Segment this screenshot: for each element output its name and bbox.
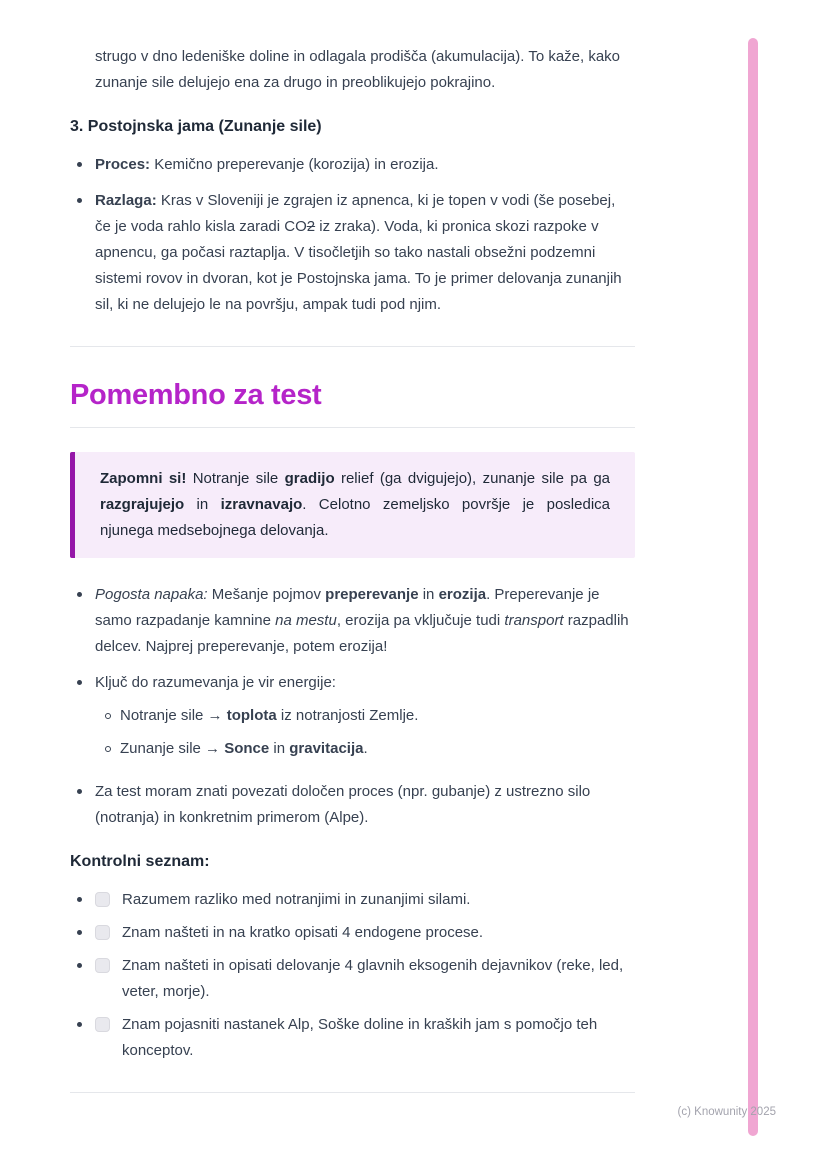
checkbox-unchecked[interactable] xyxy=(95,925,110,940)
checklist-item-text: Razumem razliko med notranjimi in zunanjimi silami. xyxy=(122,891,471,908)
checklist-item-text: Znam pojasniti nastanek Alp, Soške doline in kraških jam s pomočjo teh konceptov. xyxy=(122,1016,598,1059)
callout-zapomni-si xyxy=(70,452,635,558)
bullet-icon xyxy=(70,1012,95,1064)
checkbox-unchecked[interactable] xyxy=(95,892,110,907)
bullet-icon xyxy=(70,779,95,831)
list-item-kljuc-energije xyxy=(70,670,635,769)
section3-bullet-list xyxy=(70,152,635,318)
scrollbar[interactable] xyxy=(748,38,758,1136)
section-divider xyxy=(70,346,635,347)
bottom-divider xyxy=(70,1092,635,1093)
list-item-pogosta-napaka xyxy=(70,582,635,660)
bullet-icon xyxy=(70,152,95,178)
checklist-heading: Kontrolni seznam: xyxy=(70,853,210,870)
checklist-item-text: Znam našteti in na kratko opisati 4 endogene procese. xyxy=(122,924,484,941)
list-item-text: Razlaga: Kras v Sloveniji je zgrajen iz apnenca, ki je topen v vodi (še posebej, če je voda rahlo kisla zaradi CO2 iz zraka). Voda, ki pronica skozi razpoke v apnencu, ga počasi raztaplja. V tisočletjih so tako nastali obsežni podzemni sistemi rovov in dvoran, kot je Postojnska jama. To je primer delovanja zunanjih sil, ki ne delujejo le na površju, ampak tudi pod njim. xyxy=(95,192,622,313)
checklist xyxy=(70,887,635,1064)
list-item-text: Proces: Kemično preperevanje (korozija) in erozija. xyxy=(95,156,439,173)
sub-list-item-text: Notranje sile → toplota iz notranjosti Zemlje. xyxy=(120,707,419,724)
section-heading-postojnska-jama: 3. Postojnska jama (Zunanje sile) xyxy=(70,118,322,135)
list-item-razlaga xyxy=(70,188,635,318)
checklist-item xyxy=(70,1012,635,1064)
page-title-pomembno-za-test: Pomembno za test xyxy=(70,377,635,428)
callout-text: Zapomni si! Notranje sile gradijo relief (ga dvigujejo), zunanje sile pa ga razgrajujejo in izravnavajo. Celotno zemeljsko površje je posledica njunega medsebojnega delovanja. xyxy=(100,470,611,539)
circle-bullet-icon xyxy=(95,703,120,729)
bullet-icon xyxy=(70,582,95,660)
list-item-text: Za test moram znati povezati določen proces (npr. gubanje) z ustrezno silo (notranja) in konkretnim primerom (Alpe). xyxy=(95,783,591,826)
sub-list-item-notranje xyxy=(95,703,635,729)
bullet-icon xyxy=(70,953,95,1005)
paragraph-continuation: strugo v dno ledeniške doline in odlagala prodišča (akumulacija). To kaže, kako zunanje sile delujejo ena za drugo in preoblikujejo pokrajino. xyxy=(95,48,621,91)
list-item-body xyxy=(95,670,635,769)
sub-list-item-text: Zunanje sile → Sonce in gravitacija. xyxy=(120,740,368,757)
bullet-icon xyxy=(70,670,95,769)
checklist-item xyxy=(70,887,635,913)
list-item-text: Ključ do razumevanja je vir energije: xyxy=(95,674,336,691)
footer-copyright: (c) Knowunity 2025 xyxy=(677,1106,776,1118)
circle-bullet-icon xyxy=(95,736,120,762)
list-item-proces xyxy=(70,152,635,178)
sub-bullet-list xyxy=(95,703,635,762)
list-item-text: Pogosta napaka: Mešanje pojmov preperevanje in erozija. Preperevanje je samo razpadanje kamnine na mestu, erozija pa vključuje tudi transport razpadlih delcev. Najprej preperevanje, potem erozija! xyxy=(95,586,629,655)
sub-list-item-zunanje xyxy=(95,736,635,762)
checklist-item xyxy=(70,920,635,946)
checklist-item xyxy=(70,953,635,1005)
checkbox-unchecked[interactable] xyxy=(95,958,110,973)
checklist-item-text: Znam našteti in opisati delovanje 4 glavnih eksogenih dejavnikov (reke, led, veter, morje). xyxy=(122,957,624,1000)
checkbox-unchecked[interactable] xyxy=(95,1017,110,1032)
bullet-icon xyxy=(70,920,95,946)
bullet-icon xyxy=(70,887,95,913)
list-item-za-test xyxy=(70,779,635,831)
bullet-icon xyxy=(70,188,95,318)
notes-bullet-list xyxy=(70,582,635,831)
